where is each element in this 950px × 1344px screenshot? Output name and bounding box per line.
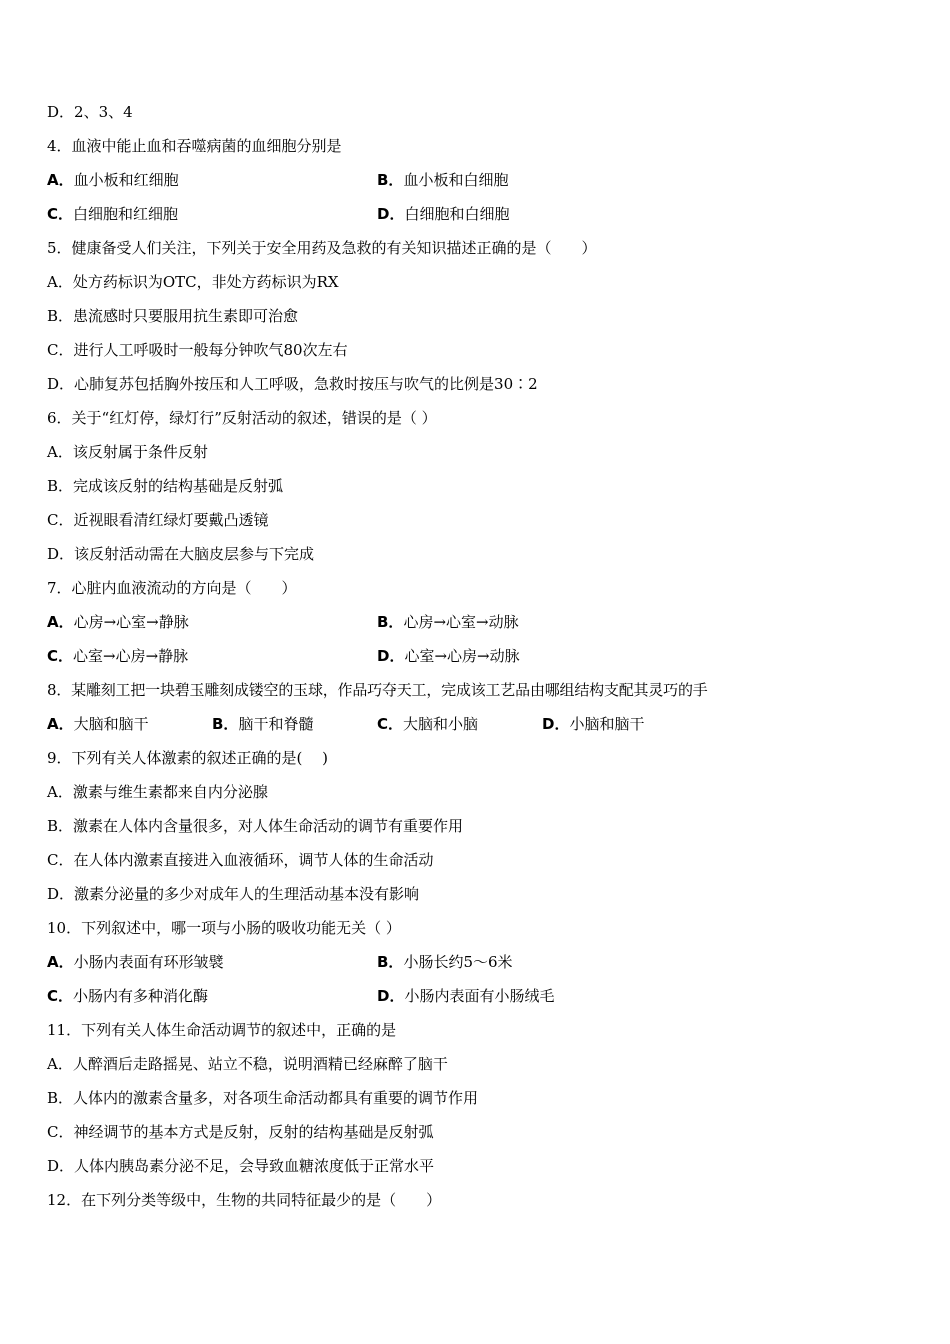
q5-option-d: D．心肺复苏包括胸外按压和人工呼吸，急救时按压与吹气的比例是30∶2 <box>47 375 538 393</box>
q11-option-b: B．人体内的激素含量多，对各项生命活动都具有重要的调节作用 <box>47 1089 479 1107</box>
q7-option-a: A．心房→心室→静脉 <box>47 613 189 631</box>
q6-option-a: A．该反射属于条件反射 <box>47 443 208 461</box>
q10-option-a: A．小肠内表面有环形皱襞 <box>47 953 224 971</box>
q7-option-c: C．心室→心房→静脉 <box>47 647 189 665</box>
q6-option-b: B．完成该反射的结构基础是反射弧 <box>47 477 284 495</box>
q6-option-c: C．近视眼看清红绿灯要戴凸透镜 <box>47 511 269 529</box>
q3-option-d: D．2、3、4 <box>47 103 133 121</box>
question-12: 12．在下列分类等级中，生物的共同特征最少的是（ ） <box>47 1191 442 1209</box>
q8-option-b: B．脑干和脊髓 <box>212 715 314 733</box>
q5-option-b: B．患流感时只要服用抗生素即可治愈 <box>47 307 299 325</box>
q5-option-a: A．处方药标识为OTC，非处方药标识为RX <box>47 273 339 291</box>
q7-option-b: B．心房→心室→动脉 <box>377 613 519 631</box>
q11-option-a: A．人醉酒后走路摇晃、站立不稳，说明酒精已经麻醉了脑干 <box>47 1055 448 1073</box>
q10-option-d: D．小肠内表面有小肠绒毛 <box>377 987 555 1005</box>
q9-option-a: A．激素与维生素都来自内分泌腺 <box>47 783 268 801</box>
q10-option-b: B．小肠长约5～6米 <box>377 953 513 971</box>
q10-option-c: C．小肠内有多种消化酶 <box>47 987 209 1005</box>
question-4: 4．血液中能止血和吞噬病菌的血细胞分别是 <box>47 137 342 155</box>
q9-option-d: D．激素分泌量的多少对成年人的生理活动基本没有影响 <box>47 885 420 903</box>
question-7: 7．心脏内血液流动的方向是（ ） <box>47 579 297 597</box>
q5-option-c: C．进行人工呼吸时一般每分钟吹气80次左右 <box>47 341 348 359</box>
question-11: 11．下列有关人体生命活动调节的叙述中，正确的是 <box>47 1021 397 1039</box>
q9-option-c: C．在人体内激素直接进入血液循环，调节人体的生命活动 <box>47 851 434 869</box>
question-9: 9．下列有关人体激素的叙述正确的是( ) <box>47 749 329 767</box>
q4-option-a: A．血小板和红细胞 <box>47 171 179 189</box>
question-8: 8．某雕刻工把一块碧玉雕刻成镂空的玉球，作品巧夺天工，完成该工艺品由哪组结构支配其灵巧的手 <box>47 681 708 699</box>
q8-option-c: C．大脑和小脑 <box>377 715 479 733</box>
q4-option-d: D．白细胞和白细胞 <box>377 205 510 223</box>
q4-option-c: C．白细胞和红细胞 <box>47 205 179 223</box>
q11-option-d: D．人体内胰岛素分泌不足，会导致血糖浓度低于正常水平 <box>47 1157 435 1175</box>
q4-option-b: B．血小板和白细胞 <box>377 171 509 189</box>
q8-option-d: D．小脑和脑干 <box>542 715 645 733</box>
q9-option-b: B．激素在人体内含量很多，对人体生命活动的调节有重要作用 <box>47 817 464 835</box>
question-5: 5．健康备受人们关注，下列关于安全用药及急救的有关知识描述正确的是（ ） <box>47 239 597 257</box>
q7-option-d: D．心室→心房→动脉 <box>377 647 520 665</box>
q6-option-d: D．该反射活动需在大脑皮层参与下完成 <box>47 545 315 563</box>
question-6: 6．关于“红灯停，绿灯行”反射活动的叙述，错误的是（ ） <box>47 409 437 427</box>
q11-option-c: C．神经调节的基本方式是反射，反射的结构基础是反射弧 <box>47 1123 434 1141</box>
q8-option-a: A．大脑和脑干 <box>47 715 149 733</box>
question-10: 10．下列叙述中，哪一项与小肠的吸收功能无关（ ） <box>47 919 401 937</box>
